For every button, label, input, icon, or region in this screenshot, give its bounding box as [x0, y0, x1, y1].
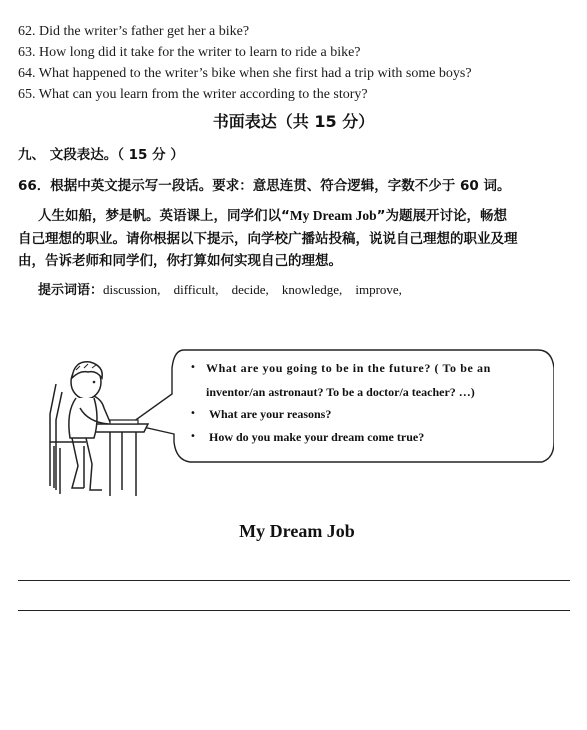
section-title: 书面表达（共 15 分）: [212, 112, 375, 131]
bubble-question-1-line-1: What are you going to be in the future? ( To be an: [206, 361, 491, 375]
student-legs: [72, 438, 102, 490]
hint-label: 提示词语：: [38, 283, 104, 298]
essay-title: My Dream Job: [239, 521, 355, 541]
intro-line-3: 由，告诉老师和同学们，你打算如何实现自己的理想。: [18, 253, 342, 269]
intro-line-1-b: ”为题展开讨论，畅想: [376, 208, 507, 224]
illustration: [14, 338, 554, 508]
intro-line-1-a: 人生如船，梦是帆。英语课上，同学们以“: [38, 208, 290, 224]
writing-line: [18, 610, 570, 611]
writing-line: [18, 580, 570, 581]
hint-word: decide,: [231, 282, 269, 297]
hint-words: [38, 280, 411, 301]
question-62: 62. Did the writer’s father get her a bike?: [18, 24, 250, 39]
intro-line-2: 自己理想的职业。请你根据以下提示，向学校广播站投稿，说说自己理想的职业及理: [18, 231, 518, 247]
hint-word: difficult,: [173, 282, 219, 297]
part-heading: 九、 文段表达。（ 15 分 ）: [18, 147, 184, 163]
question-63: 63. How long did it take for the writer to learn to ride a bike?: [18, 45, 361, 60]
hint-word: knowledge,: [281, 282, 343, 297]
intro-line-1: [18, 205, 580, 227]
hint-word: discussion,: [103, 282, 161, 297]
student-body: [69, 398, 97, 438]
desk: [94, 424, 148, 432]
bubble-question-2: What are your reasons?: [209, 407, 332, 421]
bullet-icon: •: [190, 408, 196, 419]
question-64: 64. What happened to the writer’s bike when she first had a trip with some boys?: [18, 66, 472, 81]
bullet-icon: •: [190, 362, 196, 373]
intro-topic: My Dream Job: [289, 208, 377, 223]
bubble-question-3: How do you make your dream come true?: [209, 430, 425, 444]
task-66-instruction: 66．根据中英文提示写一段话。要求：意思连贯、符合逻辑，字数不少于 60 词。: [18, 178, 511, 194]
hint-word: improve,: [355, 282, 402, 297]
question-65: 65. What can you learn from the writer according to the story?: [18, 87, 368, 102]
bubble-question-1-line-2: inventor/an astronaut? To be a doctor/a teacher? …): [206, 385, 475, 399]
bullet-icon: •: [190, 431, 196, 442]
